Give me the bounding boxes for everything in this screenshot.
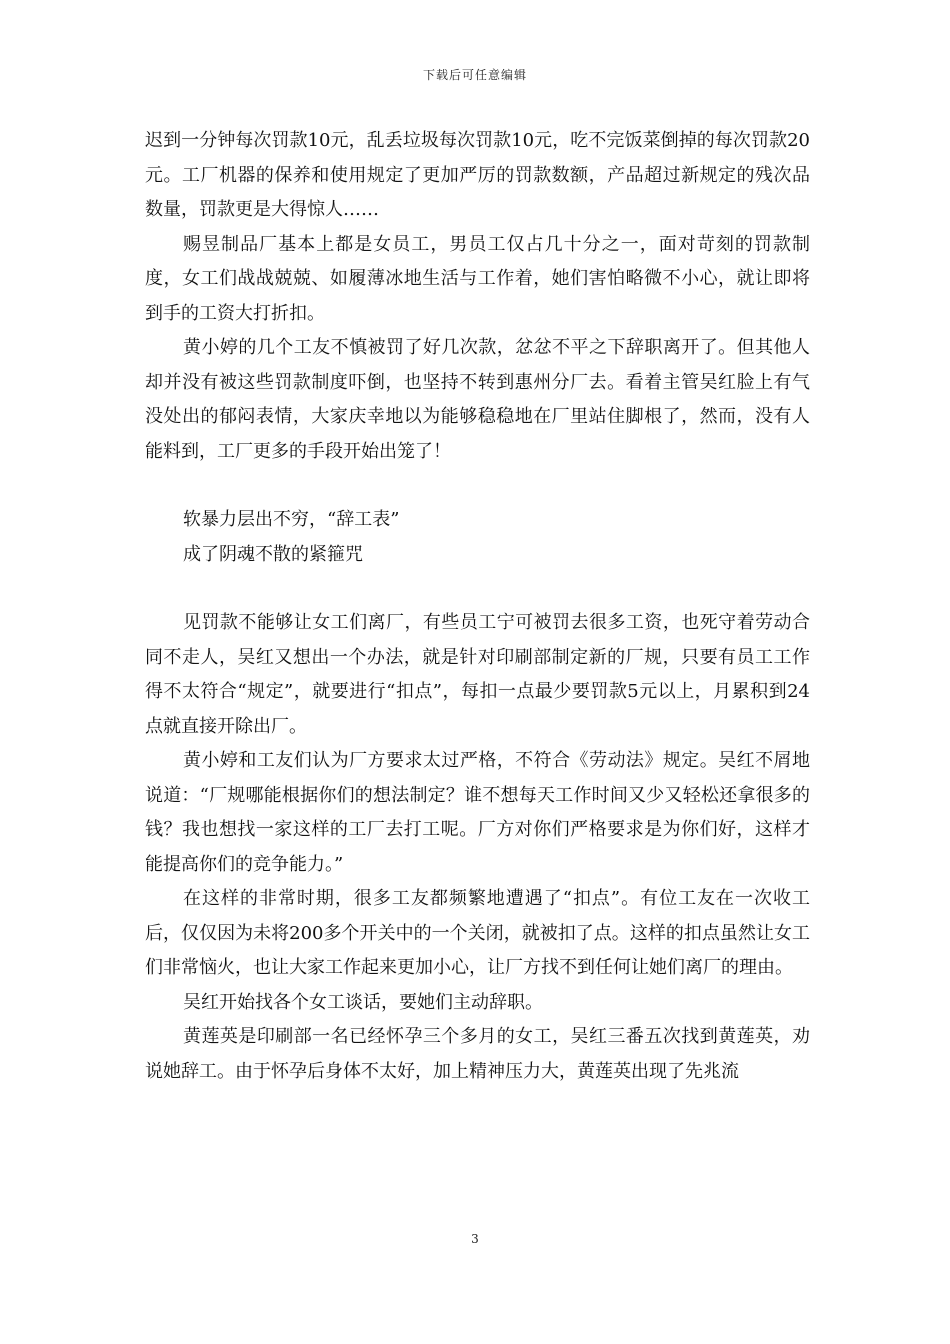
section-subheading-line-1: 软暴力层出不穷，“辞工表” [183, 509, 400, 530]
spacer [145, 572, 810, 606]
page-number: 3 [471, 1232, 479, 1246]
paragraph: 黄小婷的几个工友不慎被罚了好几次款，忿忿不平之下辞职离开了。但其他人却并没有被这些罚款制度吓倒，也坚持不转到惠州分厂去。看着主管吴红脸上有气没处出的郁闷表情，大家庆幸地以为能够稳稳地在厂里站住脚根了，然而，没有人能料到，工厂更多的手段开始出笼了！ [145, 337, 810, 462]
paragraph: 赐昱制品厂基本上都是女员工，男员工仅占几十分之一，面对苛刻的罚款制度，女工们战战兢兢、如履薄冰地生活与工作着，她们害怕略微不小心，就让即将到手的工资大打折扣。 [145, 233, 810, 324]
section-subheading-line-2: 成了阴魂不散的紧箍咒 [183, 543, 363, 565]
spacer [145, 469, 810, 503]
paragraph: 在这样的非常时期，很多工友都频繁地遭遇了“扣点”。有位工友在一次收工后，仅仅因为未将200多个开关中的一个关闭，就被扣了点。这样的扣点虽然让女工们非常恼火，也让大家工作起来更加小心，让厂方找不到任何让她们离厂的理由。 [145, 888, 810, 978]
paragraph: 黄莲英是印刷部一名已经怀孕三个多月的女工，吴红三番五次找到黄莲英，劝说她辞工。由于怀孕后身体不太好，加上精神压力大，黄莲英出现了先兆流 [145, 1026, 810, 1082]
paragraph: 吴红开始找各个女工谈话，要她们主动辞职。 [183, 991, 543, 1013]
paragraph: 见罚款不能够让女工们离厂，有些员工宁可被罚去很多工资，也死守着劳动合同不走人，吴红又想出一个办法，就是针对印刷部制定新的厂规，只要有员工工作得不太符合“规定”，就要进行“扣点”，每扣一点最少要罚款5元以上，月累积到24点就直接开除出厂。 [145, 612, 810, 737]
page-header: 下载后可任意编辑 [422, 68, 527, 82]
paragraph: 迟到一分钟每次罚款10元，乱丢垃圾每次罚款10元，吃不完饭菜倒掉的每次罚款20元。工厂机器的保养和使用规定了更加严厉的罚款数额，产品超过新规定的残次品数量，罚款更是大得惊人…… [145, 130, 810, 220]
document-body [145, 124, 810, 1089]
paragraph: 黄小婷和工友们认为厂方要求太过严格，不符合《劳动法》规定。吴红不屑地说道：“厂规哪能根据你们的想法制定？谁不想每天工作时间又少又轻松还拿很多的钱？我也想找一家这样的工厂去打工呢。厂方对你们严格要求是为你们好，这样才能提高你们的竞争能力。” [145, 750, 810, 875]
